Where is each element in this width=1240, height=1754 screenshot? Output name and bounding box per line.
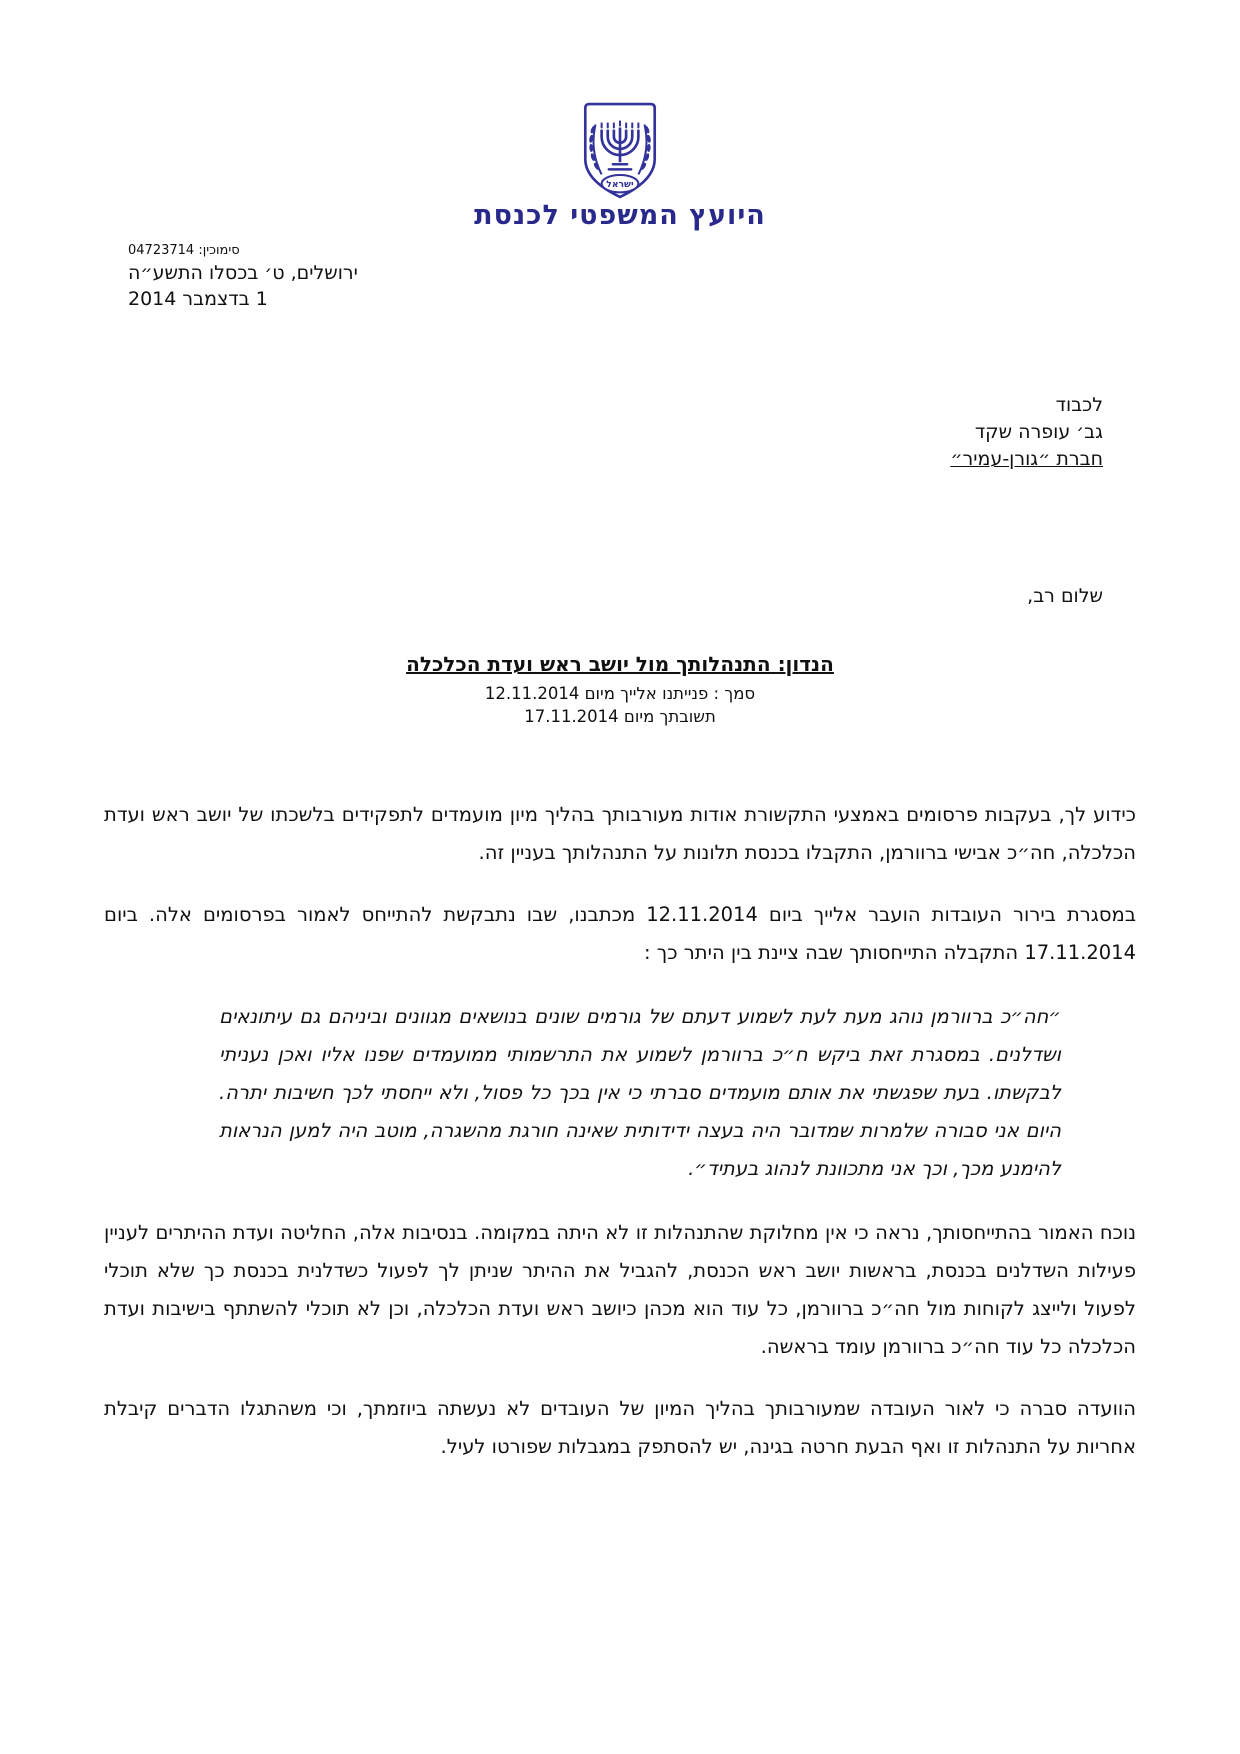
paragraph-4: הוועדה סברה כי לאור העובדה שמעורבותך בהליך המיון של העובדים לא נעשתה ביוזמתך, וכי משהתגלו הדברים קיבלת אחריות על התנהלות זו ואף הבעת חרטה בגינה, יש להסתפק במגבלות שפורטו לעיל. [104, 1397, 1136, 1458]
quoted-response: ״חה״כ ברוורמן נוהג מעת לעת לשמוע דעתם של גורמים שונים בנושאים מגוונים וביניהם גם עיתונאים ושדלנים. במסגרת זאת ביקש ח״כ ברוורמן לשמוע את התרשמותי ממועמדים שפנו אליו ואכן נעניתי לבקשתו. בעת שפגשתי את אותם מועמדים סברתי כי אין בכך כל פסול, ולא ייחסתי לכך חשיבות יתרה. היום אני סבורה שלמרות שמדובר היה בעצה ידידותית שאינה חורגת מהשגרה, מוטב היה למען הנראות להימנע מכך, וכך אני מתכוונת לנהוג בעתיד״. [219, 1005, 1061, 1180]
gregorian-date: 1 בדצמבר 2014 [128, 288, 268, 310]
hebrew-date: ירושלים, ט׳ בכסלו התשע״ה [128, 262, 358, 284]
recipient-salutation: לכבוד [1055, 394, 1103, 416]
emblem-caption: ישראל [606, 179, 634, 191]
recipient-block [950, 392, 1103, 473]
subject-label: הנדון: [777, 652, 834, 676]
reference-number: 04723714 [128, 243, 195, 258]
subject-block [0, 652, 1240, 728]
recipient-name: גב׳ עופרה שקד [974, 421, 1103, 443]
greeting: שלום רב, [1027, 585, 1103, 607]
subject-ref-line-2: תשובתך מיום 17.11.2014 [524, 707, 716, 726]
paragraph-2: במסגרת בירור העובדות הועבר אלייך ביום 12.11.2014 מכתבנו, שבו נתבקשת להתייחס לאמור בפרסומים אלה. ביום 17.11.2014 התקבלה התייחסותך שבה ציינת בין היתר כך : [104, 903, 1137, 964]
subject-line [0, 652, 1240, 676]
israel-state-emblem-icon [580, 102, 660, 200]
reference-date-block [128, 242, 358, 312]
subject-title: התנהלותך מול יושב ראש ועדת הכלכלה [406, 652, 771, 676]
paragraph-3: נוכח האמור בהתייחסותך, נראה כי אין מחלוקת שהתנהלות זו לא היתה במקומה. בנסיבות אלה, החליטה ועדת ההיתרים לעניין פעילות השדלנים בכנסת, בראשות יושב ראש הכנסת, להגביל את ההיתר שניתן לך לפעול כשדלנית בכנסת כך שלא תוכלי לפעול ולייצג לקוחות מול חה״כ ברוורמן, כל עוד הוא מכהן כיושב ראש ועדת הכלכלה, וכן לא תוכלי להשתתף בישיבות ועדת הכלכלה כל עוד חה״כ ברוורמן עומד בראשה. [104, 1221, 1136, 1358]
letter-body [104, 796, 1136, 1490]
subject-references [0, 682, 1240, 728]
recipient-company: חברת ״גורן-עמיר״ [950, 448, 1103, 470]
israel-state-emblem [580, 102, 660, 204]
reference-line [128, 242, 358, 260]
subject-ref-line-1: סמך : פנייתנו אלייך מיום 12.11.2014 [484, 684, 756, 703]
reference-label: סימוכין: [198, 243, 240, 258]
org-title: היועץ המשפטי לכנסת [474, 200, 766, 231]
paragraph-1: כידוע לך, בעקבות פרסומים באמצעי התקשורת אודות מעורבותך בהליך מיון מועמדים לתפקידים בלשכתו של יושב ראש ועדת הכלכלה, חה״כ אבישי ברוורמן, התקבלו בכנסת תלונות על התנהלותך בעניין זה. [104, 803, 1136, 864]
